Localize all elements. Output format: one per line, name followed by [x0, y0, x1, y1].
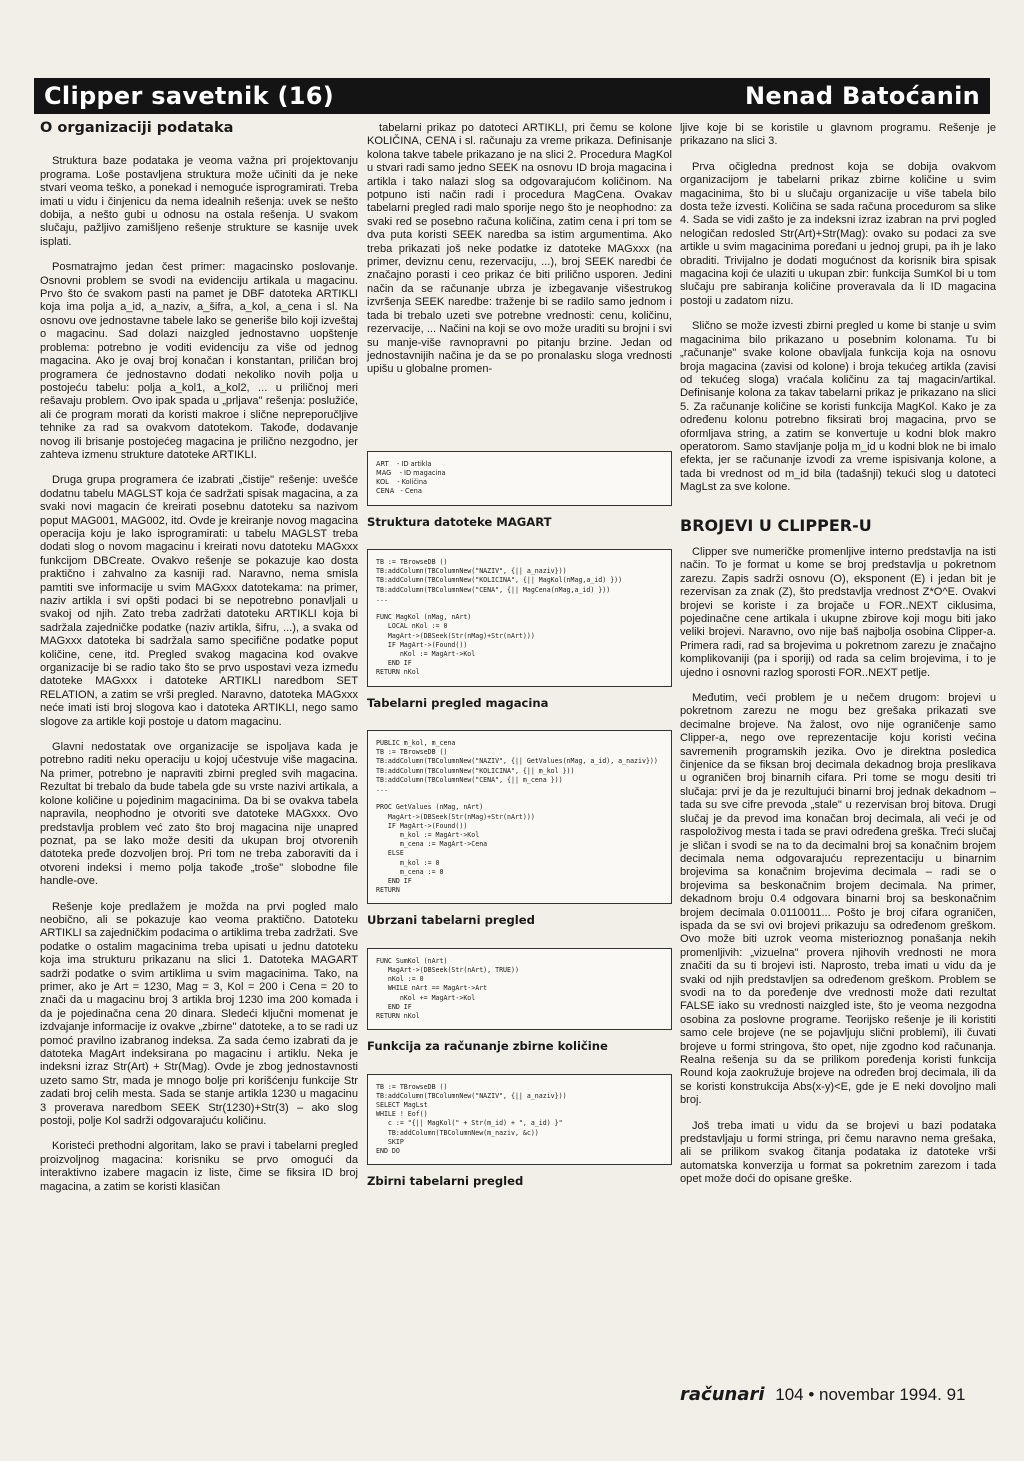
paragraph: Glavni nedostatak ove organizacije se ispoljava kada je potrebno raditi neku operaciju u kojoj učestvuje više magacina. Na primer, potrebno je napraviti zbirni pregled svih magacina. Rezultat bi trebalo da bude tabela gde su vrste nazivi artikala, a kolone količine u pojedinim magacinima. Da bi se ovakva tabela napravila, neophodno je otvoriti sve datoteke MAGxxx. Ovo predstavlja problem već zato što broj magacina nije unapred poznat, pa se lako može desiti da ukupan broj otvorenih datoteka pređe dozvoljen broj. Pri tom ne treba zaboraviti da i otvoreni indeksi i memo polja takođe „troše" slobodne file handle-ove. — [40, 741, 358, 888]
column-1 — [40, 122, 358, 1206]
paragraph: Prva očigledna prednost koja se dobija ovakvom organizacijom je tabelarni prikaz zbirne količine u svim magacinima, što bi u slučaju organizacije u više tabela bilo dosta teže izvesti. Količina se sada računa procedurom sa slike 4. Sada se vidi zašto je za indeksni izraz izabran na prvi pogled nelogičan redosled Str(Art)+Str(Mag): ovako su podaci za sve artikle u svim magacinima poređani u jednoj grupi, pa ih je lako obraditi. Trivijalno je dodati mogućnost da korisnik bira spisak magacina koji će ulaziti u ukupan zbir: funkcija SumKol bi u tom slučaju pre sabiranja količine proveravala da li ID magacina postoji u zadatom nizu. — [680, 160, 996, 307]
figure-2-listing: TB := TBrowseDB () TB:addColumn(TBColumnNew("NAZIV", {|| a_naziv})) TB:addColumn(TBColumnNew("KOLICINA", {|| MagKol(nMag,a_id) })) TB:addColumn(TBColumnNew("CENA", {|| MagCena(nMag,a_id) })) ... FUNC MagKol (nMag, nArt) LOCAL nKol := 0 MagArt->(DBSeek(Str(nMag)+Str(nArt))) IF MagArt->(Found()) nKol := MagArt->Kol END IF RETURN nKol — [367, 549, 672, 687]
figure-4-caption: Funkcija za računanje zbirne količine — [367, 1039, 608, 1054]
section-heading-brojevi: BROJEVI U CLIPPER-U — [680, 515, 872, 535]
figure-3-listing: PUBLIC m_kol, m_cena TB := TBrowseDB () TB:addColumn(TBColumnNew("NAZIV", {|| GetValues(nMag, a_id), a_naziv})) TB:addColumn(TBColumnNew("KOLICINA", {|| m_kol })) TB:addColumn(TBColumnNew("CENA", {|| m_cena })) ... PROC GetValues (nMag, nArt) MagArt->(DBSeek(Str(nMag)+Str(nArt))) IF MagArt->(Found()) m_kol := MagArt->Kol m_cena := MagArt->Cena ELSE m_kol := 0 m_cena := 0 END IF RETURN — [367, 730, 672, 904]
figure-2-caption: Tabelarni pregled magacina — [367, 695, 549, 710]
paragraph: Posmatrajmo jedan čest primer: magacinsko poslovanje. Osnovni problem se svodi na evidenciju artikala u magacinu. Prvo što će svakom pasti na pamet je DBF datoteka ARTIKLI koja ima polja a_id, a_naziv, a_šifra, a_kol, a_cena i sl. Na osnovu ove jednostavne tabele lako se generiše bilo koji izveštaj o magacinu. Sad dolazi naizgled jednostavno uopštenje problema: potrebno je voditi evidenciju za više od jednog magacina. Ako je ovaj broj konačan i konstantan, priličan broj programera će jednostavno dodati nekoliko novih polja u postojeću tabelu: polja a_kol1, a_kol2, ... u priličnoj meri rešavaju problem. Ovo ipak spada u „prljava" rešenja: poslužiće, ali će program morati da koristi makroe i slične nepreporučljive tehnike za rad sa ovakvom datotekom. Takođe, dodavanje novog ili brisanje postojećeg magacina je prilično nezgodno, jer zahteva izmenu strukture datoteke ARTIKLI. — [40, 261, 358, 461]
figure-5-caption: Zbirni tabelarni pregled — [367, 1174, 524, 1189]
magazine-logo: računari — [680, 1384, 765, 1405]
paragraph: Slično se može izvesti zbirni pregled u kome bi stanje u svim magacinima bilo prikazano u posebnim kolonama. Tu bi „računanje" svake kolone obavljala funkcija koja na osnovu broja magacina (zavisi od kolone) i broja tekućeg artikla (zavisi od tekućeg sloga) vraćala količinu za taj magacin/artikal. Definisanje kolona za takav tabelarni prikaz je prikazano na slici 5. Za računanje količine se koristi funkcija MagKol. Kako je za određenu kolonu potrebno fiksirati broj magacina, prvo se oformljava string, a zatim se konvertuje u kodni blok makro operatorom. Samo stavljanje polja m_id u kodni blok ne bi imalo efekta, jer se računanje izvodi za vreme ispisivanja kolone, a tada bi vrednost od m_id bila (tadašnji) tekući slog u datoteci MagLst za sve kolone. — [680, 320, 996, 494]
paragraph: Struktura baze podataka je veoma važna pri projektovanju programa. Loše postavljena struktura može učiniti da je neke stvari veoma teško, a ponekad i nemoguće isprogramirati. Treba imati u vidu i činjenicu da nema idealnih rešenja: uvek se nešto dobija, a nešto gubi u odnosu na ostala rešenja. U svakom slučaju, pažljivo zamišljeno rešenje strukture se kasnije uvek isplati. — [40, 155, 358, 248]
figure-1-listing: ART - ID artikla MAG - ID magacina KOL - Količina CENA - Cena — [367, 451, 672, 506]
column-title: Clipper savetnik (16) — [44, 82, 335, 110]
author-name: Nenad Batoćanin — [745, 82, 980, 110]
column-3 — [680, 122, 996, 1199]
paragraph: ljive koje bi se koristile u glavnom programu. Rešenje je prikazano na slici 3. — [680, 122, 996, 148]
figure-4-listing: FUNC SumKol (nArt) MagArt->(DBSeek(Str(nArt), TRUE)) nKol := 0 WHILE nArt == MagArt->Art nKol += MagArt->Kol END IF RETURN nKol — [367, 948, 672, 1030]
figure-3-caption: Ubrzani tabelarni pregled — [367, 913, 535, 928]
issue-and-page: 104 • novembar 1994. 91 — [775, 1385, 966, 1404]
paragraph: Druga grupa programera će izabrati „čistije" rešenje: uvešće dodatnu tabelu MAGLST koja će sadržati spisak magacina, a za svaki novi magacin će kreirati posebnu datoteku sa nazivom poput MAG001, MAG002, itd. Ovde je kreiranje novog magacina operacija koju je lako isprogramirati: u tabelu MAGLST treba dodati slog o novom magacinu i kreirati novu datoteku MAGxxx funkcijom DBCreate. Ovakvo rešenje se pokazuje kao dosta praktično i zahvalno za kasniji rad. Naravno, nema smisla pamtiti sve informacije u svim MAGxxx datotekama: na primer, naziv artikla i svi opšti podaci bi se nepotrebno ponavljali u svakoj od njih. Zato treba zadržati datoteku ARTIKLI koja bi sadržala zajedničke podatke (naziv artikla, šifru, ...), a svaka od MAGxxx datoteka bi sadržala samo specifične podatke poput količine, cene, itd. Pregled svakog magacina kod ovakve organizacije bi se radio tako što se prvo uspostavi veza između datoteke MAGxxx i datoteke ARTIKLI naredbom SET RELATION, a zatim se vrši pregled. Naravno, datoteka MAGxxx neće imati isti broj slogova kao i datoteka ARTIKLI, nego samo slogove za artikle koji postoje u datom magacinu. — [40, 474, 358, 728]
figure-5-listing: TB := TBrowseDB () TB:addColumn(TBColumnNew("NAZIV", {|| a_naziv})) SELECT MagLst WHILE ! Eof() c := "{|| MagKol(" + Str(m_id) + ", a_id) }" TB:addColumn(TBColumnNew(m_naziv, &c)) SKIP END DO — [367, 1074, 672, 1166]
paragraph: Međutim, veći problem je u nečem drugom: brojevi u pokretnom zarezu ne mogu bez grešaka prikazati sve decimalne brojeve. Na žalost, ovo nije ograničenje samo Clipper-a, nego ove reprezentacije koju koristi većina savremenih programskih jezika. Ovo je direktna posledica činjenice da se fiksan broj decimala dekadnog broja preslikava u ograničen broj binarnih cifara. Pri tome se mogu desiti tri slučaja: prvi je da je rezultujući binarni broj jednak dekadnom – tada su sve cifre prevoda „stale" u rezervisan broj bitova. Drugi slučaj je da prevod ima konačan broj decimala, ali veći je od raspoloživog mesta i tada se pravi određena greška. Treći slučaj je sličan i svodi se na to da decimalni broj sa konačnim brojem decimala nema odgovarajuću reprezentaciju u binarnim brojevima sa konačnim brojevima decimala – radi se o brojevima sa beskonačnim brojem decimala. Na primer, dekadnom broju 0.4 odgovara binarni broj sa beskonačnim brojem decimala 0.0110011... Pošto je broj cifara ograničen, ispada da se svi ovi brojevi prikazuju sa određenom greškom. Ovo može biti uzrok veoma misterioznog ponašanja nekih promenljivih: „vizuelna" provera njihovih vrednosti ne mora značiti da su ti brojevi isti. Naprosto, treba imati u vidu da je svaki od njih predstavljen sa određenom greškom. Problem se svodi na to da poređenje dve vrednosti može dati rezultat FALSE iako su vrednosti naizgled iste, što je veoma nezgodna osobina za poslovne programe. Teorijsko rešenje je ili koristiti samo cele brojeve (ne se pojavljuju slični problemi), ili čuvati brojeve u formi stringova, što opet, nije zgodno kod računanja. Realna rešenja su da se prilikom poređenja koristi funkcija Round koja zaokružuje brojeve na određen broj decimala, ili da se koristi konstrukcija Abs(x-y)<E, gde je E neki dovoljno mali broj. — [680, 692, 996, 1107]
paragraph: Rešenje koje predlažem je možda na prvi pogled malo neobično, ali se pokazuje kao veoma praktično. Datoteku ARTIKLI sa zajedničkim podacima o artiklima treba zadržati. Sve podatke o ostalim magacinima treba upisati u jednu datoteku koja ima strukturu prikazanu na slici 1. Datoteka MAGART sadrži podatke o svim artiklima u svim magacinima. Tako, na primer, ako je Art = 1230, Mag = 3, Kol = 200 i Cena = 20 to znači da u magacinu broj 3 artikla broj 1230 ima 200 komada i da je pojedinačna cena 20 dinara. Sledeći ključni momenat je izdvajanje informacije iz ovakve „zbirne" datoteke, a to se radi uz pomoć pravilno izabranog indeksa. Za sada ćemo izabrati da je datoteka MagArt indeksirana po magacinu i artiklu. Neka je indeksni izraz Str(Art) + Str(Mag). Ovde je zbog jednostavnosti uzeto samo Str, mada je mnogo bolje pri korišćenju funkcije Str zadati broj celih mesta. Sada se stanje artikla 1230 u magacinu 3 proverava naredbom SEEK Str(1230)+Str(3) – ako slog postoji, polje Kol sadrži odgovarajuću količinu. — [40, 900, 358, 1128]
page-footer — [680, 1384, 966, 1405]
column-2 — [367, 122, 672, 1209]
article-banner — [34, 78, 990, 114]
figure-1-caption: Struktura datoteke MAGART — [367, 514, 552, 529]
paragraph: Koristeći prethodni algoritam, lako se pravi i tabelarni pregled proizvoljnog magacina: korisniku se prvo omogući da interaktivno izabere magacin iz liste, čime se fiksira ID broj magacina, a zatim se koristi klasičan — [40, 1140, 358, 1193]
paragraph: tabelarni prikaz po datoteci ARTIKLI, pri čemu se kolone KOLIČINA, CENA i sl. računaju za vreme prikaza. Definisanje kolona takve tabele prikazano je na slici 2. Procedura MagKol u stvari radi samo jedno SEEK na osnovu ID broja magacina i artikla i tako nalazi slog sa odgovarajućom količinom. Na potpuno isti način radi i procedura MagCena. Ovakav tabelarni pregled radi malo sporije nego što je neophodno: za svaki red se posebno računa količina, zatim cena i pri tom se dva puta koristi SEEK naredba sa istim argumentima. Ako treba prikazati još neke podatke iz datoteke MAGxxx (na primer, deviznu cenu, rezervaciju, ...), broj SEEK naredbi će značajno porasti i ceo prikaz će biti prilično usporen. Jedini način da se računanje ubrza je izbegavanje višestrukog izvršenja SEEK naredbe: traženje bi se radilo samo jednom i tada bi trebalo uzeti sve potrebne vrednosti: cenu, količinu, rezervacije, ... Načini na koji se ovo može uraditi su brojni i svi su manje-više ravnopravni po pitanju brzine. Jedan od jednostavnijih načina je da se po pronalasku sloga vrednosti upišu u globalne promen- — [367, 122, 672, 376]
paragraph: Clipper sve numeričke promenljive interno predstavlja na isti način. To je format u kome se broj predstavlja u pokretnom zarezu. Zapis sadrži osnovu (O), eksponent (E) i jedan bit je rezervisan za znak (Z), što predstavlja vrednost Z*O^E. Ovakvi brojevi se koriste i za brojače u FOR..NEXT ciklusima, pojedinačne cene artikala i ukupne zbirove koji mogu biti jako veliki brojevi. Naravno, ovo nije baš najbolja osobina Clipper-a. Primera radi, rad sa brojevima u pokretnom zarezu je značajno komplikovaniji (pa i sporiji) od rada sa celim brojevima, i to je ujedno i osnovni razlog sporosti FOR..NEXT petlje. — [680, 545, 996, 679]
section-heading-organizacija: O organizaciji podataka — [40, 120, 234, 136]
paragraph: Još treba imati u vidu da se brojevi u bazi podataka predstavljaju u formi stringa, pri čemu naravno nema grešaka, ali se prilikom svakog čitanja podataka iz datoteke vrši automatska konverzija u format sa pokretnim zarezom i tada opet može doći do opisane greške. — [680, 1119, 996, 1186]
